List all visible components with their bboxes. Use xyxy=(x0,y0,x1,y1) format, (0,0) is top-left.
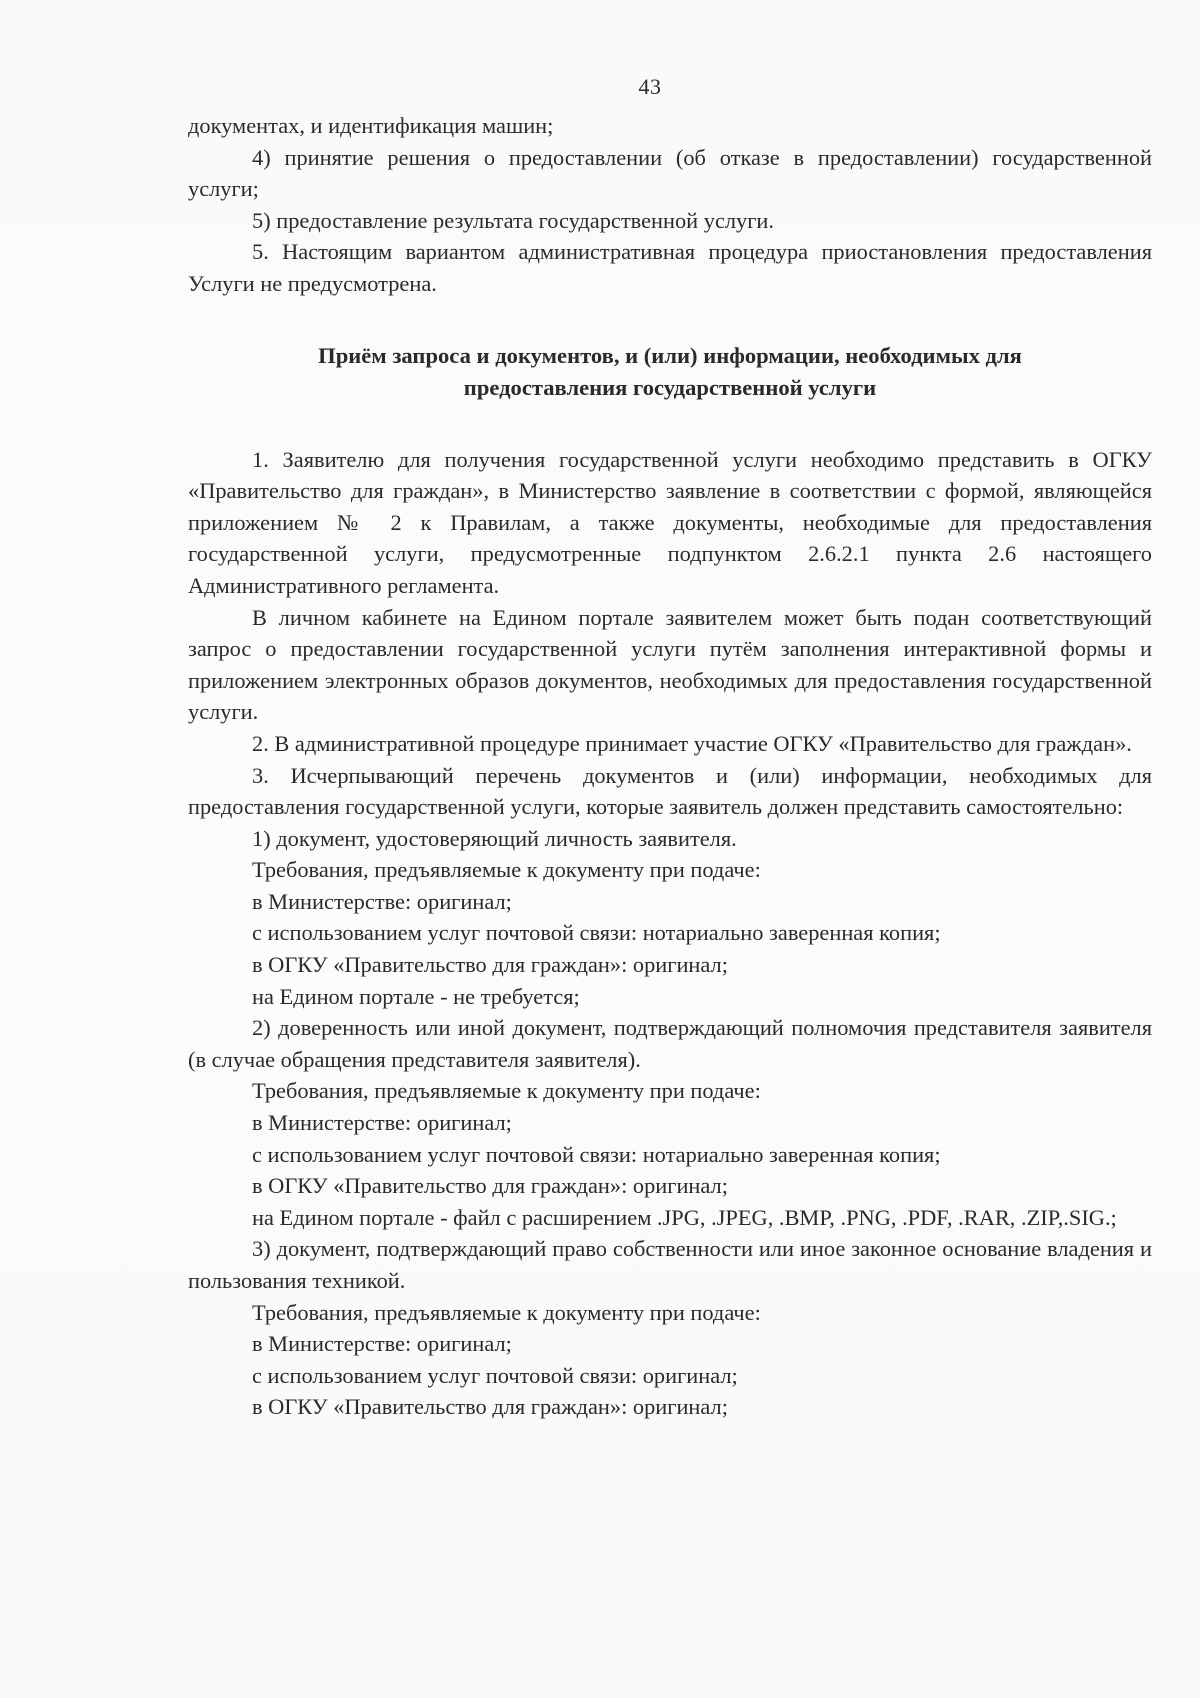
paragraph: 3. Исчерпывающий перечень документов и (или) информации, необходимых для предоставления государственной услуги, которые заявитель должен представить самостоятельно: xyxy=(188,762,1152,820)
list-item: 1) документ, удостоверяющий личность заявителя. xyxy=(252,825,737,851)
paragraph: В личном кабинете на Едином портале заявителем может быть подан соответствующий запрос о предоставлении государственной услуги путём заполнения интерактивной формы и приложением электронных образов документов, необходимых для предоставления государственной услуги. xyxy=(188,604,1152,725)
list-item: в ОГКУ «Правительство для граждан»: оригинал; xyxy=(252,952,728,978)
list-item: с использованием услуг почтовой связи: нотариально заверенная копия; xyxy=(252,920,941,946)
page-number: 43 xyxy=(638,74,662,99)
paragraph: 5) предоставление результата государственной услуги. xyxy=(252,207,775,233)
paragraph: документах, и идентификация машин; xyxy=(188,113,554,138)
paragraph: 2. В административной процедуре принимает участие ОГКУ «Правительство для граждан». xyxy=(252,730,1132,756)
list-item: в Министерстве: оригинал; xyxy=(252,1331,512,1357)
list-item: с использованием услуг почтовой связи: оригинал; xyxy=(252,1362,738,1388)
section-heading-line: Приём запроса и документов, и (или) информации, необходимых для xyxy=(318,342,1022,368)
list-item: Требования, предъявляемые к документу при подаче: xyxy=(252,1299,761,1325)
list-item: с использованием услуг почтовой связи: нотариально заверенная копия; xyxy=(252,1141,941,1167)
list-item: на Едином портале - не требуется; xyxy=(252,983,580,1009)
paragraph: 3) документ, подтверждающий право собственности или иное законное основание владения и пользования техникой. xyxy=(188,1236,1152,1293)
paragraph: 2) доверенность или иной документ, подтверждающий полномочия представителя заявителя (в случае обращения представителя заявителя). xyxy=(188,1015,1152,1072)
document-body xyxy=(188,110,1152,1423)
list-item: Требования, предъявляемые к документу при подаче: xyxy=(252,857,761,883)
list-item: в ОГКУ «Правительство для граждан»: оригинал; xyxy=(252,1394,728,1420)
paragraph: 5. Настоящим вариантом административная процедура приостановления предоставления Услуги не предусмотрена. xyxy=(188,239,1152,296)
list-item: Требования, предъявляемые к документу при подаче: xyxy=(252,1078,761,1104)
paragraph: 1. Заявителю для получения государственной услуги необходимо представить в ОГКУ «Правительство для граждан», в Министерство заявление в соответствии с формой, являющейся приложением № 2 к Правилам, а также документы, необходимые для предоставления государственной услуги, предусмотренные подпунктом 2.6.2.1 пункта 2.6 настоящего Административного регламента. xyxy=(188,446,1152,598)
paragraph: на Едином портале - файл с расширением .JPG, .JPEG, .BMP, .PNG, .PDF, .RAR, .ZIP,.SIG.; xyxy=(252,1204,1117,1230)
list-item: в Министерстве: оригинал; xyxy=(252,888,512,914)
list-item: в ОГКУ «Правительство для граждан»: оригинал; xyxy=(252,1173,728,1199)
paragraph: 4) принятие решения о предоставлении (об отказе в предоставлении) государственной услуги; xyxy=(188,144,1152,202)
section-heading-line: предоставления государственной услуги xyxy=(463,374,877,400)
section-heading xyxy=(188,340,1152,404)
list-item: в Министерстве: оригинал; xyxy=(252,1110,512,1136)
